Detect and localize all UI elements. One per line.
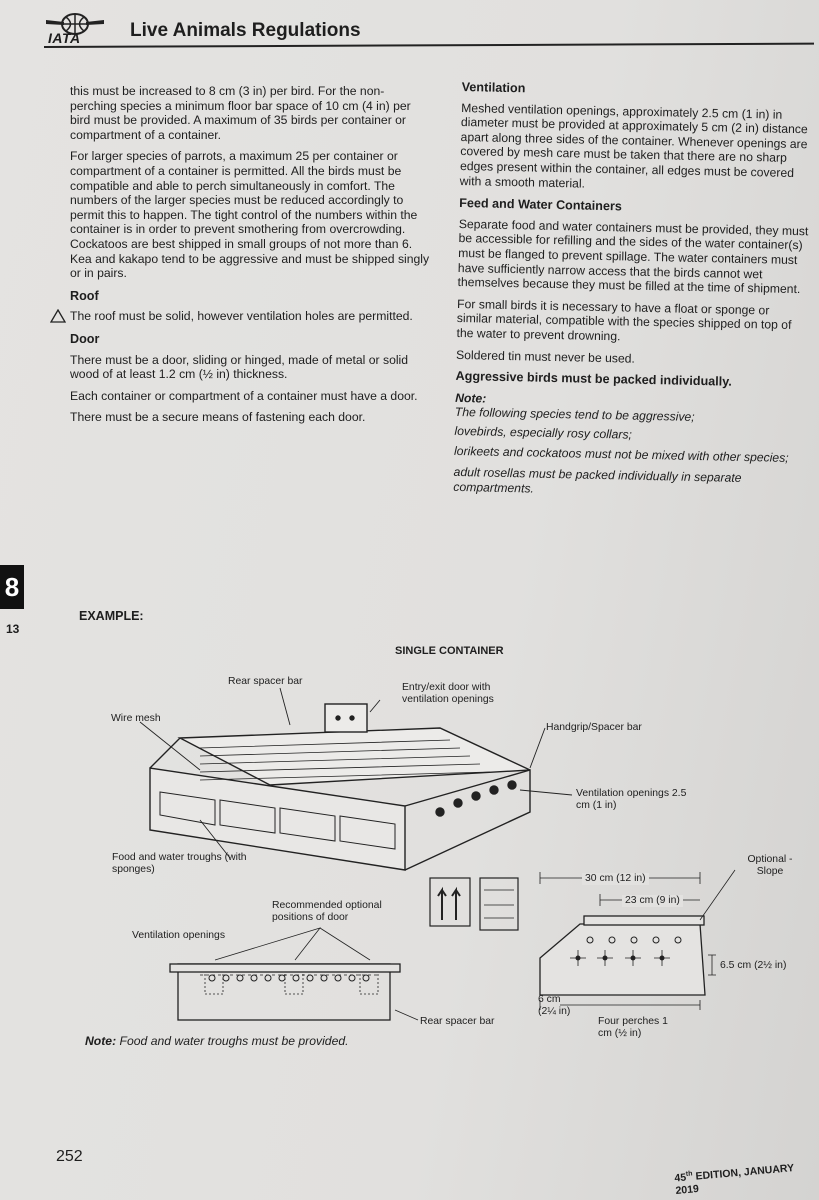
label-wire-mesh: Wire mesh [111, 713, 161, 724]
paragraph-feed-1: Separate food and water containers must be provided, they must be accessible for refilling and the sides of the water container(s) must be flanged to prevent spillage. The water containers must have sufficiently narrow access that the birds cannot wet themselves because they must be filled at the time of shipment. [457, 216, 809, 297]
roof-text: The roof must be solid, however ventilation holes are permitted. [70, 309, 413, 324]
label-troughs: Food and water troughs (with sponges) [112, 852, 247, 875]
label-recommended-door: Recommended optional positions of door [272, 900, 382, 923]
label-dim-6-5: 6.5 cm (2½ in) [720, 960, 787, 971]
note-label: Note: [455, 390, 487, 406]
label-dim-6: 6 cm (2¼ in) [538, 994, 571, 1017]
diagram-note-label: Note: [85, 1034, 117, 1048]
label-entry-door: Entry/exit door with ventilation openings [402, 682, 494, 705]
label-handgrip: Handgrip/Spacer bar [546, 722, 642, 733]
page-number: 252 [56, 1148, 83, 1165]
diagram-note-text: Food and water troughs must be provided. [119, 1034, 349, 1048]
note-line-3: lorikeets and cockatoos must not be mixed with other species; [453, 444, 789, 466]
paragraph-door-1: There must be a door, sliding or hinged, made of metal or solid wood of at least 1.2 cm (½ in) thickness. [70, 352, 409, 382]
heading-ventilation: Ventilation [461, 79, 526, 96]
note-line-4: adult rosellas must be packed individually in separate compartments. [453, 464, 742, 496]
label-dim-23: 23 cm (9 in) [622, 895, 683, 907]
chapter-tab: 8 [0, 565, 24, 609]
paragraph-door-3: There must be a secure means of fastening each door. [70, 410, 366, 425]
edition-number: 45 [673, 1171, 687, 1185]
iata-logo-text: IATA [48, 30, 81, 46]
example-label: EXAMPLE: [79, 609, 144, 623]
edition-superscript: th [685, 1170, 693, 1179]
label-vent-openings-left: Ventilation openings [132, 930, 226, 941]
chapter-subsection: 13 [6, 622, 20, 636]
label-optional-slope: Optional - Slope [747, 854, 793, 877]
diagram-note [85, 1034, 349, 1048]
note-line-2: lovebirds, especially rosy collars; [454, 423, 633, 442]
label-dim-30: 30 cm (12 in) [582, 873, 649, 885]
aggressive-birds-line: Aggressive birds must be packed individually. [455, 369, 732, 389]
label-rear-spacer-top: Rear spacer bar [228, 676, 303, 687]
heading-roof: Roof [70, 288, 99, 303]
note-line-1: The following species tend to be aggressive; [454, 405, 695, 425]
label-rear-spacer-bottom: Rear spacer bar [420, 1016, 495, 1027]
paragraph-larger-parrots: For larger species of parrots, a maximum 25 per container or compartment of a container is permitted. All the birds must be compatible and able to perch simultaneously in comfort. The numbers of the larger species must be reduced accordingly to permit this to happen. The tight control of the numbers within the container is in order to prevent smothering from overcrowding. Cockatoos are best shipped in small groups of not more than 6. Kea and kakapo tend to be aggressive and must be shipped singly or in pairs. [70, 149, 430, 281]
paragraph-perch-space: this must be increased to 8 cm (3 in) per bird. For the non-perching species a minimum floor bar space of 10 cm (4 in) per bird must be provided. A maximum of 35 birds per container or compartment of a container. [70, 84, 411, 142]
page-header-title: Live Animals Regulations [130, 20, 361, 41]
diagram-title: SINGLE CONTAINER [395, 645, 504, 657]
paragraph-feed-3: Soldered tin must never be used. [455, 347, 636, 366]
edition-text: EDITION, JANUARY 2019 [675, 1162, 795, 1197]
paragraph-door-2: Each container or compartment of a container must have a door. [70, 388, 418, 403]
paragraph-feed-2: For small birds it is necessary to have a float or sponge or similar material, compatible with the species shipped on top of the water to prevent drowning. [456, 296, 792, 344]
label-vent-openings-right: Ventilation openings 2.5 cm (1 in) [576, 788, 687, 811]
label-four-perches: Four perches 1 cm (½ in) [598, 1016, 668, 1039]
heading-feed-water: Feed and Water Containers [459, 196, 622, 214]
paragraph-ventilation: Meshed ventilation openings, approximately 2.5 cm (1 in) in diameter must be provided at approximately 5 cm (2 in) distance apart along three sides of the container. Whenever openings are covered by mesh care must be taken that there are no sharp edges present within the container, all edges must be covered with a smooth material. [459, 100, 808, 191]
heading-door: Door [70, 331, 100, 346]
